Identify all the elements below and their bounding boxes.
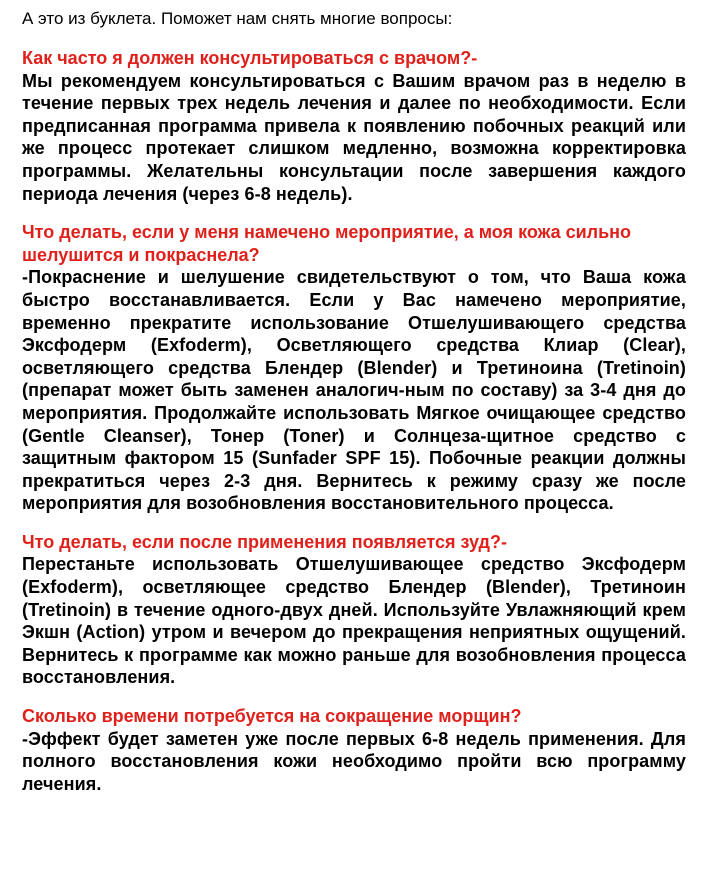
faq-answer: Мы рекомендуем консультироваться с Вашим врачом раз в неделю в течение первых трех недель лечения и далее по необходимости. Если предписанная программа привела к появлению побочных реакций или же процесс протекает слишком медленно, возможна корректировка программы. Желательны консультации после завершения каждого периода лечения (через 6-8 недель). xyxy=(22,70,686,204)
faq-answer: -Эффект будет заметен уже после первых 6-8 недель применения. Для полного восстановления кожи необходимо пройти всю программу лечения. xyxy=(22,728,686,794)
faq-item xyxy=(22,47,686,205)
faq-item xyxy=(22,221,686,515)
faq-item xyxy=(22,531,686,689)
faq-item xyxy=(22,705,686,795)
faq-question: Сколько времени потребуется на сокращение морщин? xyxy=(22,706,522,727)
faq-question: Что делать, если после применения появляется зуд?- xyxy=(22,531,507,552)
faq-answer: Перестаньте использовать Отшелушивающее средство Эксфодерм (Exfoderm), осветляющее средство Блендер (Blender), Третиноин (Tretinoin) в течение одного-двух дней. Используйте Увлажняющий крем Экшн (Action) утром и вечером до прекращения неприятных ощущений. Вернитесь к программе как можно раньше для возобновления процесса восстановления. xyxy=(22,554,686,688)
faq-question: Как часто я должен консультироваться с врачом?- xyxy=(22,48,478,68)
faq-question: Что делать, если у меня намечено мероприятие, а моя кожа сильно шелушится и покраснела? xyxy=(22,222,632,265)
faq-answer: -Покраснение и шелушение свидетельствуют о том, что Ваша кожа быстро восстанавливается. Если у Вас намечено мероприятие, временно прекратите использование Отшелушивающего средства Эксфодерм (Exfoderm), Осветляющего средства Клиар (Clear), осветляющего средства Блендер (Blender) и Третиноина (Tretinoin) (препарат может быть заменен аналогич-ным по составу) за 3-4 дня до мероприятия. Продолжайте использовать Мягкое очищающее средство (Gentle Cleanser), Тонер (Toner) и Солнцеза-щитное средство с защитным фактором 15 (Sunfader SPF 15). Побочные реакции должны прекратиться через 2-3 дня. Вернитесь к режиму сразу же после мероприятия для возобновления восстановительного процесса. xyxy=(22,267,686,514)
intro-text: А это из буклета. Поможет нам снять многие вопросы: xyxy=(22,9,453,28)
